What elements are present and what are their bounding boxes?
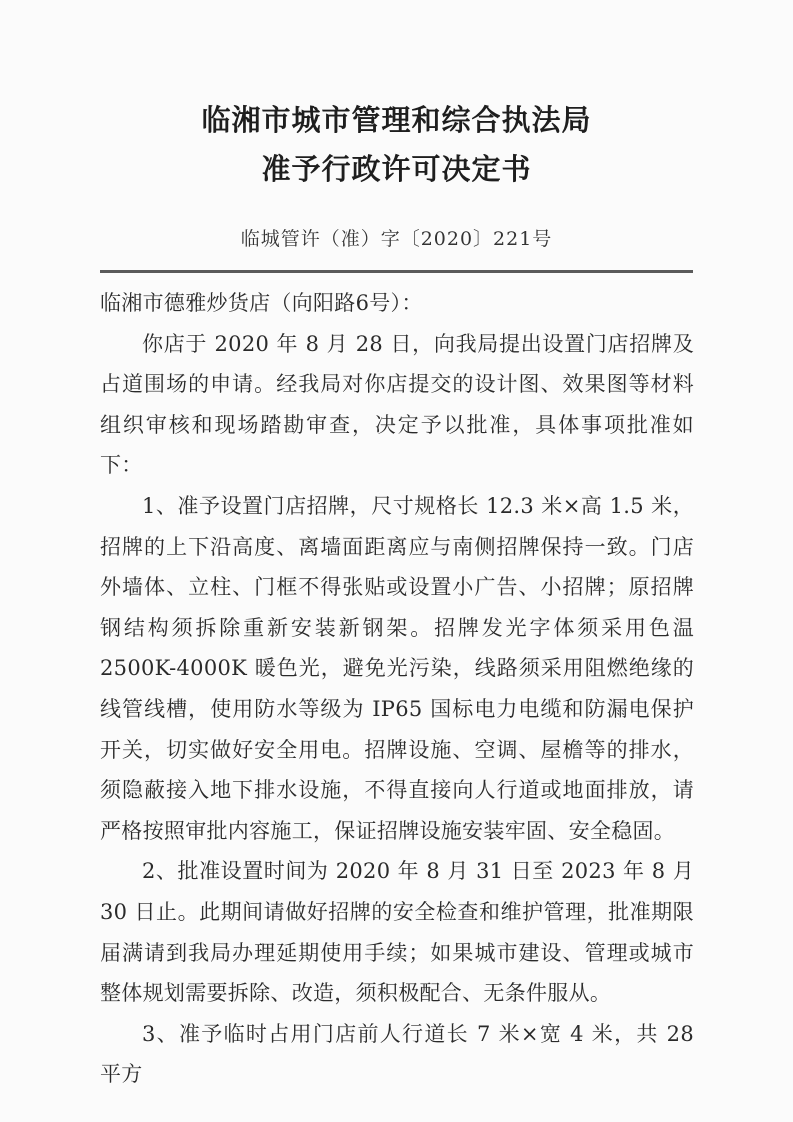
addressee: 临湘市德雅炒货店（向阳路6号）： <box>100 291 423 315</box>
document-title-line2: 准予行政许可决定书 <box>261 152 532 186</box>
paragraph-item-1: 1、准予设置门店招牌，尺寸规格长 12.3 米×高 1.5 米，招牌的上下沿高度、离墙面距离应与南侧招牌保持一致。门店外墙体、立柱、门框不得张贴或设置小广告、小招牌；原招牌钢结构须拆除重新安装新钢架。招牌发光字体须采用色温 2500K-4000K 暖色光，避免光污染，线路须采用阻燃绝缘的线管线槽，使用防水等级为 IP65 国标电力电缆和防漏电保护开关，切实做好安全用电。招牌设施、空调、屋檐等的排水，须隐蔽接入地下排水设施，不得直接向人行道或地面排放，请严格按照审批内容施工，保证招牌设施安装牢固、安全稳固。 <box>100 493 694 843</box>
paragraph-item-3: 3、准予临时占用门店前人行道长 7 米×宽 4 米，共 28 平方 <box>100 1021 694 1087</box>
header-divider <box>100 270 693 273</box>
document-title-line1: 临湘市城市管理和综合执法局 <box>201 103 592 137</box>
document-number: 临城管许（准）字〔2020〕221号 <box>240 228 553 250</box>
paragraph-intro: 你店于 2020 年 8 月 28 日，向我局提出设置门店招牌及占道围场的申请。经我局对你店提交的设计图、效果图等材料组织审核和现场踏勘审查，决定予以批准，具体事项批准如下： <box>100 331 694 478</box>
paragraph-item-2: 2、批准设置时间为 2020 年 8 月 31 日至 2023 年 8 月 30 日止。此期间请做好招牌的安全检查和维护管理，批准期限届满请到我局办理延期使用手续；如果城市建设、管理或城市整体规划需要拆除、改造，须积极配合、无条件服从。 <box>100 859 694 1006</box>
document-body <box>100 283 694 1095</box>
